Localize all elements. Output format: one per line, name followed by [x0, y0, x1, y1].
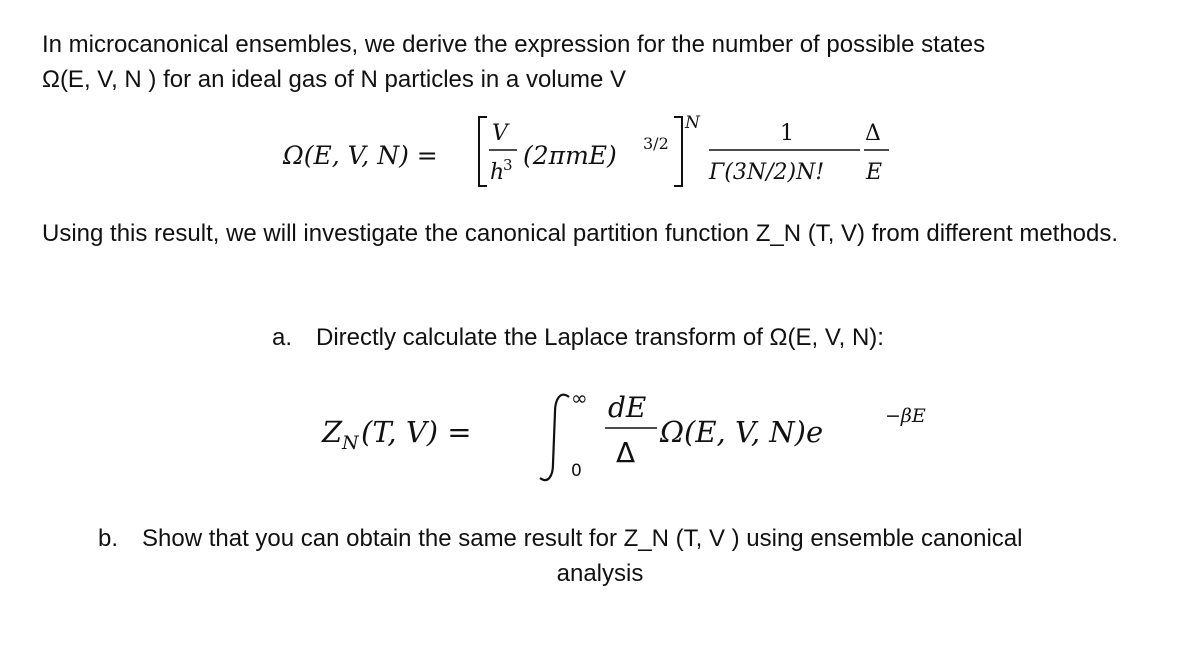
paragraph-2: Using this result, we will investigate the canonical partition function Z_N (T, V) from different methods. — [42, 220, 1119, 247]
list-item-b-line-1: Show that you can obtain the same result for Z_N (T, V ) using ensemble canonical — [142, 525, 1023, 552]
eq2-exponent: −βE — [885, 405, 926, 427]
list-item-a-text: Directly calculate the Laplace transform of Ω(E, V, N): — [316, 324, 884, 351]
eq1-middle-exp: 3/2 — [643, 134, 669, 153]
eq1-frac2-num: 1 — [780, 121, 794, 146]
eq2-lower-limit: 0 — [571, 461, 582, 481]
intro-line-1: In microcanonical ensembles, we derive the expression for the number of possible states — [42, 31, 986, 58]
list-marker-a: a. — [272, 324, 293, 351]
list-item-b — [98, 521, 1158, 591]
eq2-frac-den: Δ — [616, 436, 636, 469]
eq1-frac-h-exp: 3 — [503, 156, 513, 174]
eq1-frac3-den: E — [866, 160, 883, 185]
eq1-frac-v: V — [492, 121, 508, 146]
eq1-frac-h: h — [490, 160, 505, 185]
eq1-outer-exp: N — [685, 113, 700, 133]
eq2-lhs-args: (T, V) = — [361, 415, 472, 449]
intro-line-2: Ω(E, V, N ) for an ideal gas of N particles in a volume V — [42, 66, 626, 93]
eq1-middle: (2πmE) — [523, 141, 617, 170]
list-marker-b: b. — [98, 525, 119, 552]
eq2-lhs-z: Z — [322, 415, 343, 449]
eq1-frac2-den: Γ(3N/2)N! — [709, 160, 825, 185]
eq2-integral-sign — [540, 395, 569, 480]
eq1-lhs: Ω(E, V, N) = — [283, 141, 438, 170]
eq1-frac3-num: Δ — [865, 121, 881, 146]
eq2-frac-num: dE — [608, 391, 647, 424]
list-item-b-line-2: analysis — [556, 560, 644, 587]
eq2-body: Ω(E, V, N)e — [660, 415, 824, 449]
eq2-lhs-sub: N — [342, 432, 359, 454]
eq2-upper-limit: ∞ — [571, 386, 588, 410]
